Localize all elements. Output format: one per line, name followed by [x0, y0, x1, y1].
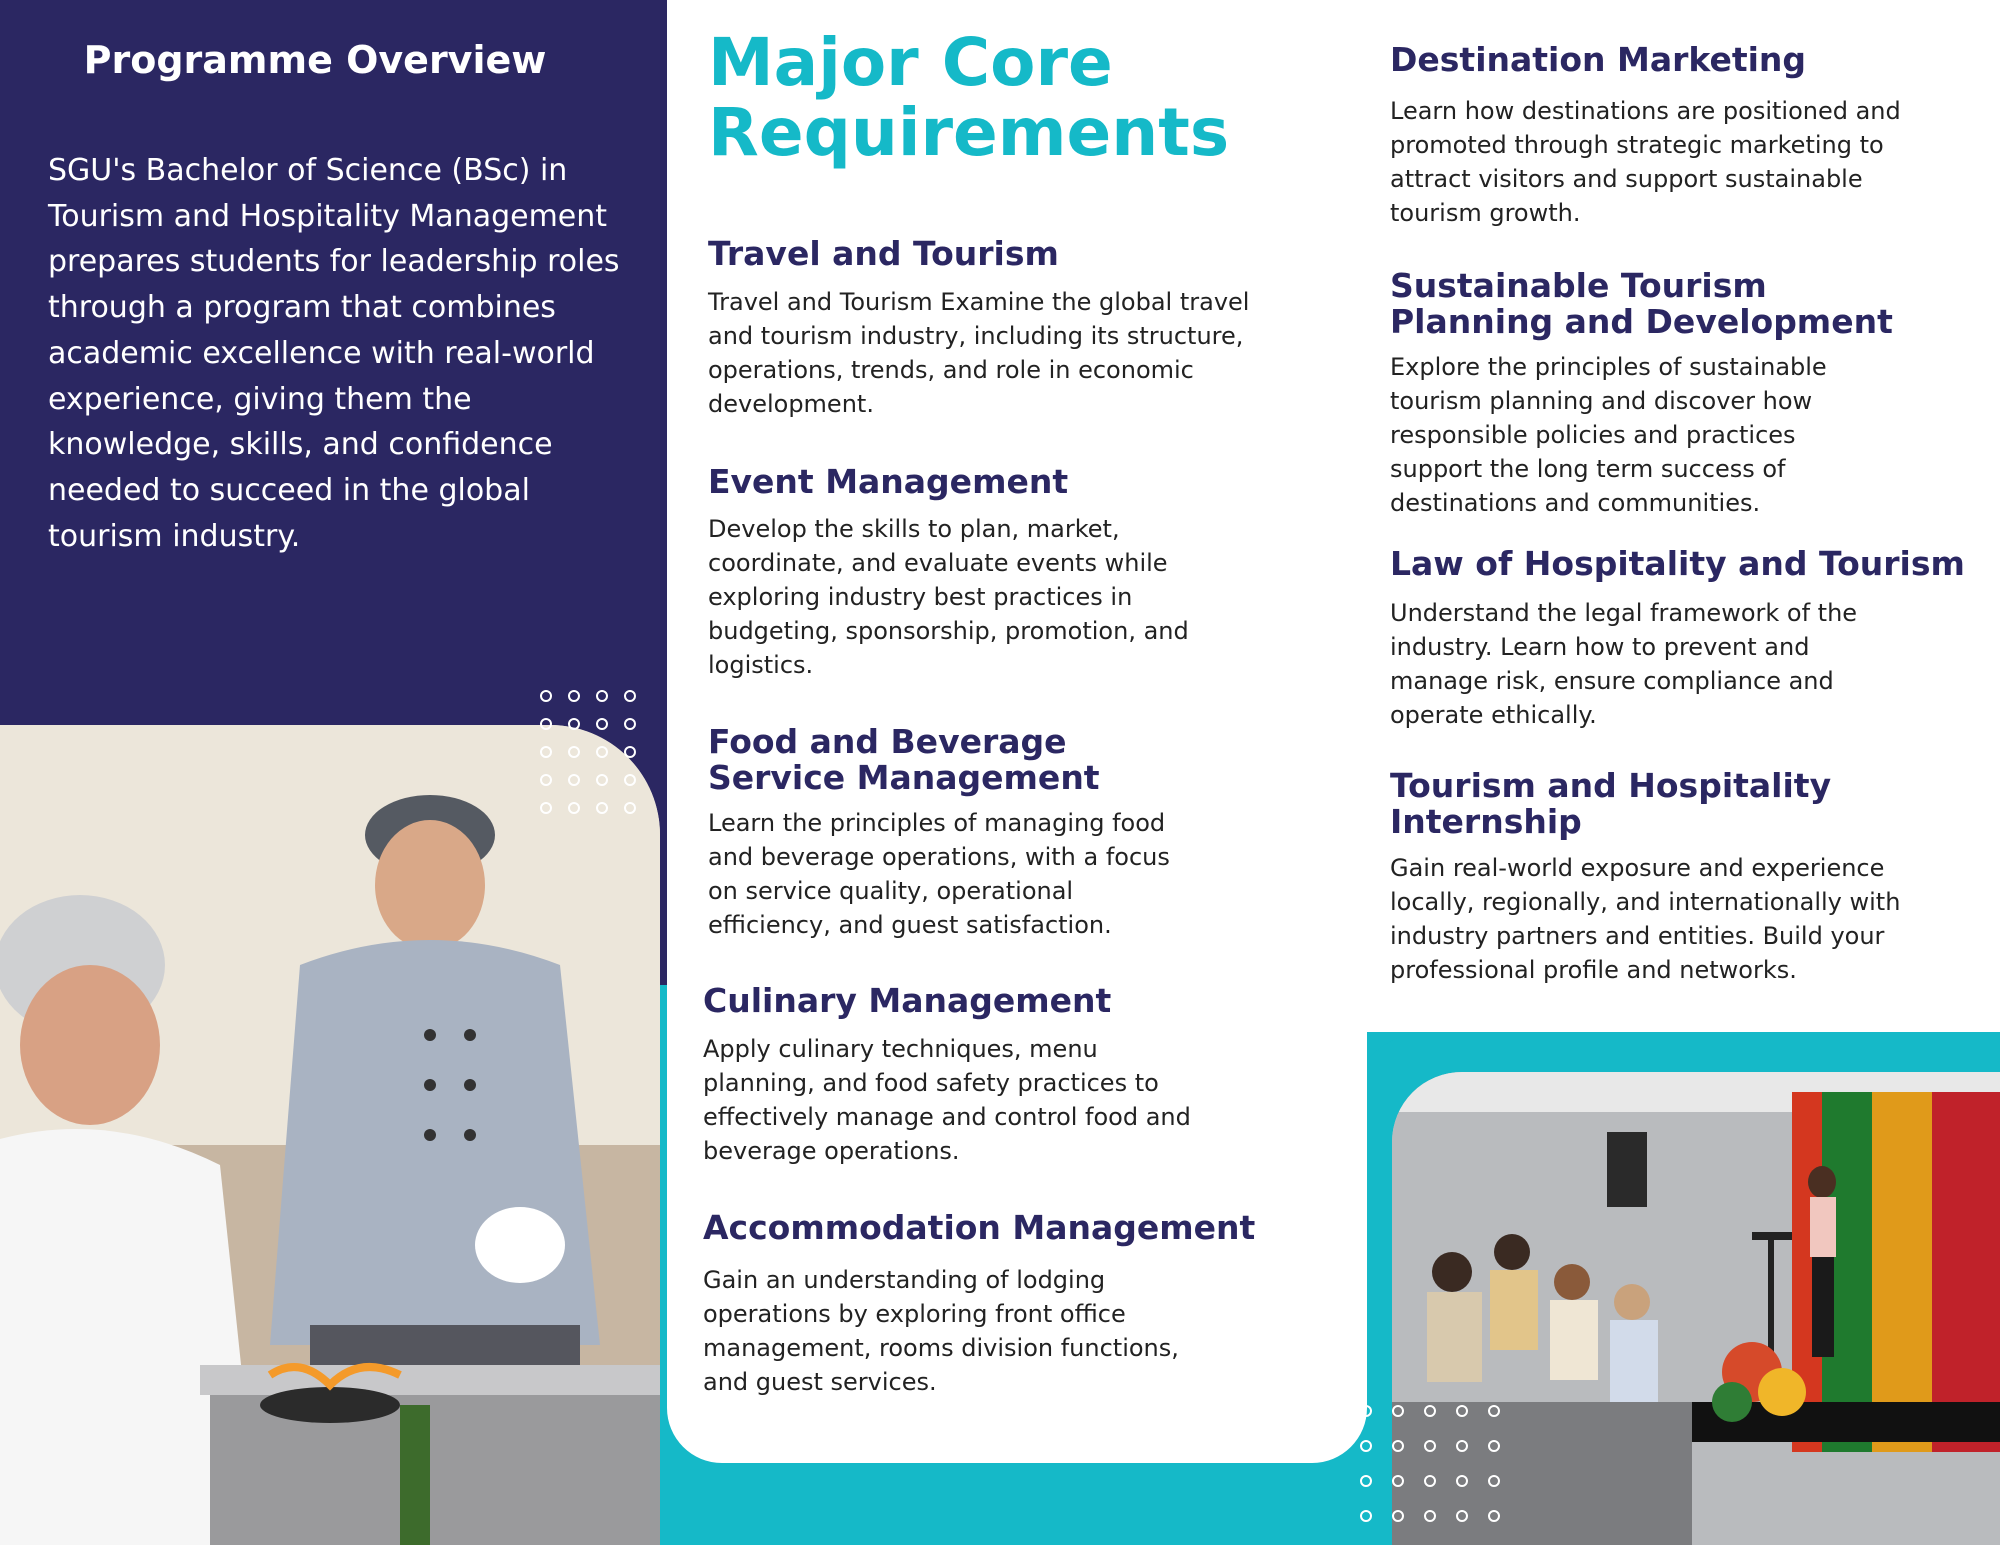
section-title-sustainable-tourism-line2: Planning and Development — [1390, 302, 1893, 341]
section-title-sustainable-tourism — [1390, 268, 1893, 340]
section-title-internship-line1: Tourism and Hospitality — [1390, 766, 1832, 805]
section-body-travel-tourism: Travel and Tourism Examine the global travel and tourism industry, including its structure, operations, trends, and role in economic development. — [708, 288, 1250, 418]
section-body-food-beverage: Learn the principles of managing food and beverage operations, with a focus on service quality, operational efficiency, and guest satisfaction. — [708, 809, 1170, 939]
main-heading-line1: Major Core — [708, 24, 1113, 101]
section-title-destination-marketing: Destination Marketing — [1390, 40, 1807, 79]
main-heading — [708, 24, 1308, 171]
section-title-culinary-management: Culinary Management — [703, 981, 1112, 1020]
section-title-internship-line2: Internship — [1390, 802, 1582, 841]
decorative-dot-grid-right — [1360, 1405, 1520, 1545]
section-body-internship: Gain real-world exposure and experience locally, regionally, and internationally with industry partners and entities. Build your professional profile and networks. — [1390, 854, 1901, 984]
section-title-food-beverage-line2: Service Management — [708, 758, 1100, 797]
section-title-travel-tourism: Travel and Tourism — [708, 234, 1059, 273]
section-body-accommodation-management: Gain an understanding of lodging operations by exploring front office management, rooms division functions, and guest services. — [703, 1266, 1179, 1396]
section-title-internship — [1390, 768, 1831, 840]
chef-photo-illustration — [0, 725, 660, 1545]
section-body-sustainable-tourism: Explore the principles of sustainable tourism planning and discover how responsible policies and practices support the long term success of destinations and communities. — [1390, 353, 1827, 517]
overview-body: SGU's Bachelor of Science (BSc) in Tourism and Hospitality Management prepares students for leadership roles through a program that combines academic excellence with real-world experience, giving them the knowledge, skills, and confidence needed to succeed in the global tourism industry. — [48, 153, 620, 554]
overview-title: Programme Overview — [83, 38, 547, 82]
main-heading-line2: Requirements — [708, 94, 1230, 171]
chef-cooking-photo — [0, 725, 660, 1545]
section-title-law-hospitality: Law of Hospitality and Tourism — [1390, 544, 1965, 583]
section-body-destination-marketing: Learn how destinations are positioned and promoted through strategic marketing to attract visitors and support sustainable tourism growth. — [1390, 97, 1901, 227]
section-title-food-beverage-line1: Food and Beverage — [708, 722, 1067, 761]
section-title-accommodation-management: Accommodation Management — [703, 1208, 1256, 1247]
decorative-dot-grid-left — [540, 690, 650, 820]
section-title-food-beverage — [708, 724, 1100, 796]
section-body-event-management: Develop the skills to plan, market, coordinate, and evaluate events while exploring industry best practices in budgeting, sponsorship, promotion, and logistics. — [708, 515, 1189, 679]
section-title-sustainable-tourism-line1: Sustainable Tourism — [1390, 266, 1767, 305]
section-title-event-management: Event Management — [708, 462, 1069, 501]
section-body-law-hospitality: Understand the legal framework of the industry. Learn how to prevent and manage risk, ensure compliance and operate ethically. — [1390, 599, 1858, 729]
section-body-culinary-management: Apply culinary techniques, menu planning, and food safety practices to effectively manage and control food and beverage operations. — [703, 1035, 1191, 1165]
